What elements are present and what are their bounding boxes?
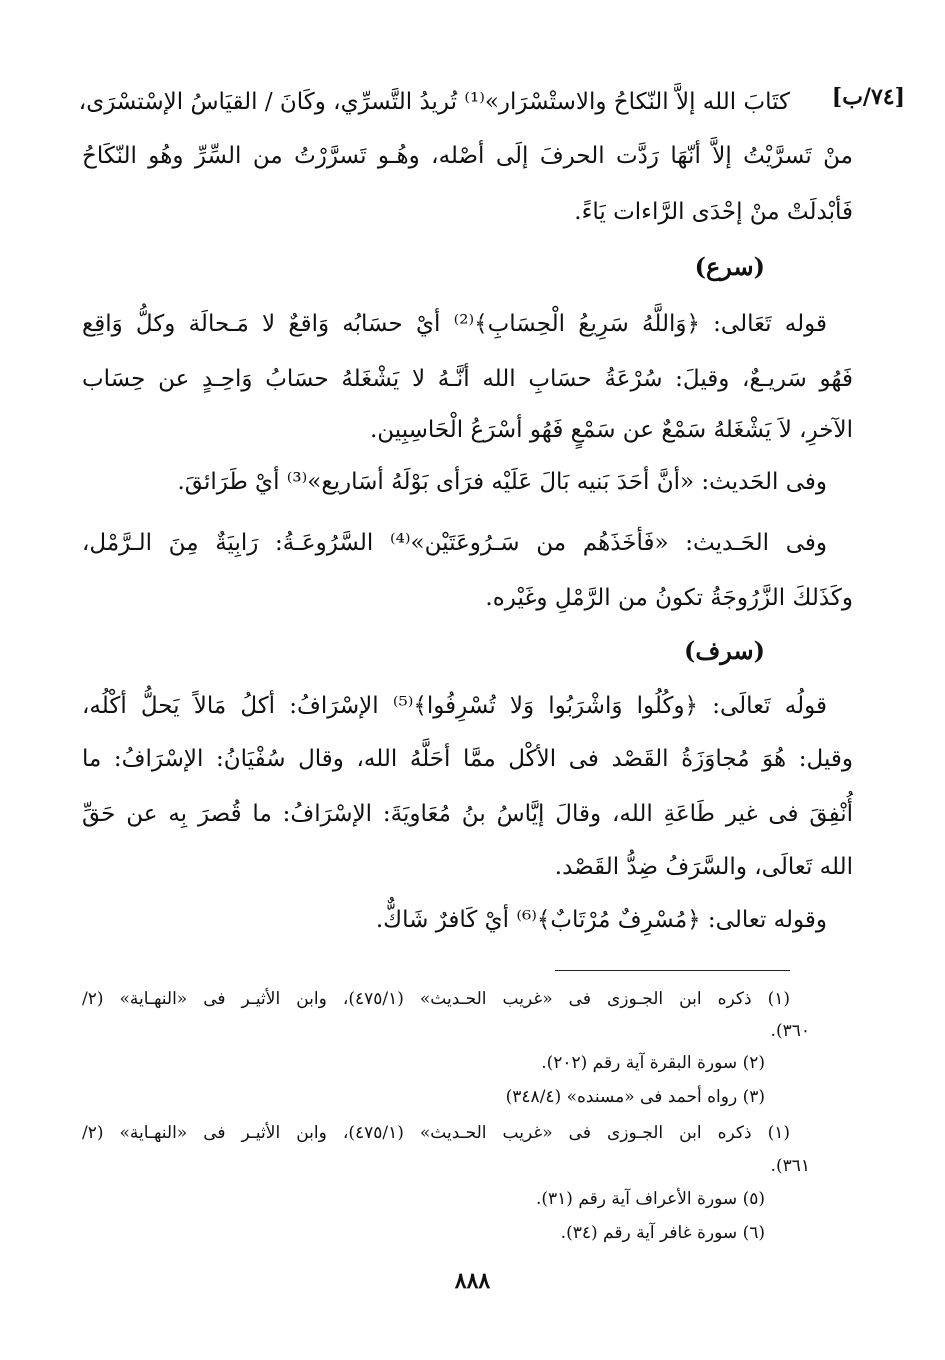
footnote-continuation: ٣٦١). xyxy=(770,1156,810,1176)
body-line: وفى الحَديث: «أنَّ أحَدَ بَنيه بَالَ عَلَيْه فرَأى بَوْلَهُ أسَاريع»⁽³⁾ أيْ طَرَائقَ. xyxy=(177,469,827,495)
footnote: (١) ذكره ابن الجـوزى فى «غريب الحـديث» (٤٧٥/١)، وابن الأثيـر فى «النهـاية» (٢/ xyxy=(82,1123,790,1143)
body-line: الآخرِ، لاَ يَشْغَلهُ سَمْعٌ عن سَمْعٍ فَهُو أسْرَعُ الْحَاسِبِين. xyxy=(369,417,853,443)
body-line: وفى الحَـديث: «فَأخَذَهُم من سَـرُوعَتَيْن»⁽⁴⁾ السَّرُوعَـةُ: رَابِيَةٌ مِنَ الـرَّمْل، xyxy=(82,530,828,556)
section-heading-saraf: (سرف) xyxy=(684,636,765,665)
footnote: (١) ذكره ابن الجـوزى فى «غريب الحـديث» (٤٧٥/١)، وابن الأثيـر فى «النهـاية» (٢/ xyxy=(82,989,790,1009)
body-line: وكَذَلكَ الزَّرُوجَةُ تكونُ من الرَّمْلِ وغَيْره. xyxy=(485,585,853,611)
body-line: أُنْفِقَ فى غير طَاعَةِ الله، وقالَ إيَّاسُ بنُ مُعَاويَةَ: الإسْرَافُ: ما قُصرَ بِه عن حَقِّ xyxy=(82,801,853,827)
body-line: الله تَعالَى، والسَّرَفُ ضِدُّ القَصْد. xyxy=(554,854,853,880)
body-line: قولُه تَعالَى: ﴿وكُلُوا وَاشْرَبُوا وَلا تُسْرِفُوا﴾⁽⁵⁾ الإسْرَافُ: أكلُ مَالاً يَحلُّ أكْلُه، xyxy=(82,693,828,719)
footnote: (٣) رواه أحمد فى «مسنده» (٣٤٨/٤) xyxy=(505,1087,765,1107)
body-line: كتَابَ الله إلاَّ النّكاحُ والاستْسْرَار»⁽¹⁾ تُريدُ التَّسرِّي، وكَانَ / القيَاسُ الإسْتسْرَى، xyxy=(78,89,790,115)
page-number: ٨٨٨ xyxy=(454,1268,491,1294)
body-line: وقوله تعالى: ﴿مُسْرِفٌ مُرْتَابٌ﴾⁽⁶⁾ أيْ كَافرٌ شَاكٌّ. xyxy=(375,907,827,933)
section-heading-sara: (سرع) xyxy=(694,252,765,281)
footnote: (٦) سورة غافر آية رقم (٣٤). xyxy=(560,1223,765,1243)
body-line: وقيل: هُوَ مُجاوَزَةُ القَصْد فى الأكْل ممَّا أحَلَّهُ الله، وقال سُفْيَانُ: الإسْرَافُ: ما xyxy=(82,746,853,772)
footnote-divider xyxy=(555,970,790,971)
body-line: منْ تَسرَّيْتُ إلاَّ أنّهَا رَدَّت الحرفَ إلَى أصْله، وهُـو تَسرَّرْتُ من السِّرِّ وهُو النّكَاحُ xyxy=(82,143,853,169)
body-line: قوله تَعَالى: ﴿وَاللَّهُ سَرِيعُ الْحِسَابِ﴾⁽²⁾ أيْ حسَابُه وَاقعٌ لا مَـحالَة وكلُّ وَاقِع xyxy=(82,311,827,337)
body-line: فَأبْدلَتْ منْ إحْدَى الرَّاءات يَاءً. xyxy=(574,199,853,225)
footnote: (٥) سورة الأعراف آية رقم (٣١). xyxy=(535,1189,765,1209)
footnote: (٢) سورة البقرة آية رقم (٢٠٢). xyxy=(541,1053,765,1073)
body-line: فَهُو سَريـعٌ، وقيلَ: سُرْعَةُ حسَابِ الله أنَّـهُ لا يَشْغَلهُ حسَابُ وَاحِـدٍ عن حِسَاب xyxy=(82,366,853,392)
footnote-continuation: ٣٦٠). xyxy=(770,1021,810,1041)
folio-marker: [٧٤/ب] xyxy=(831,84,905,110)
